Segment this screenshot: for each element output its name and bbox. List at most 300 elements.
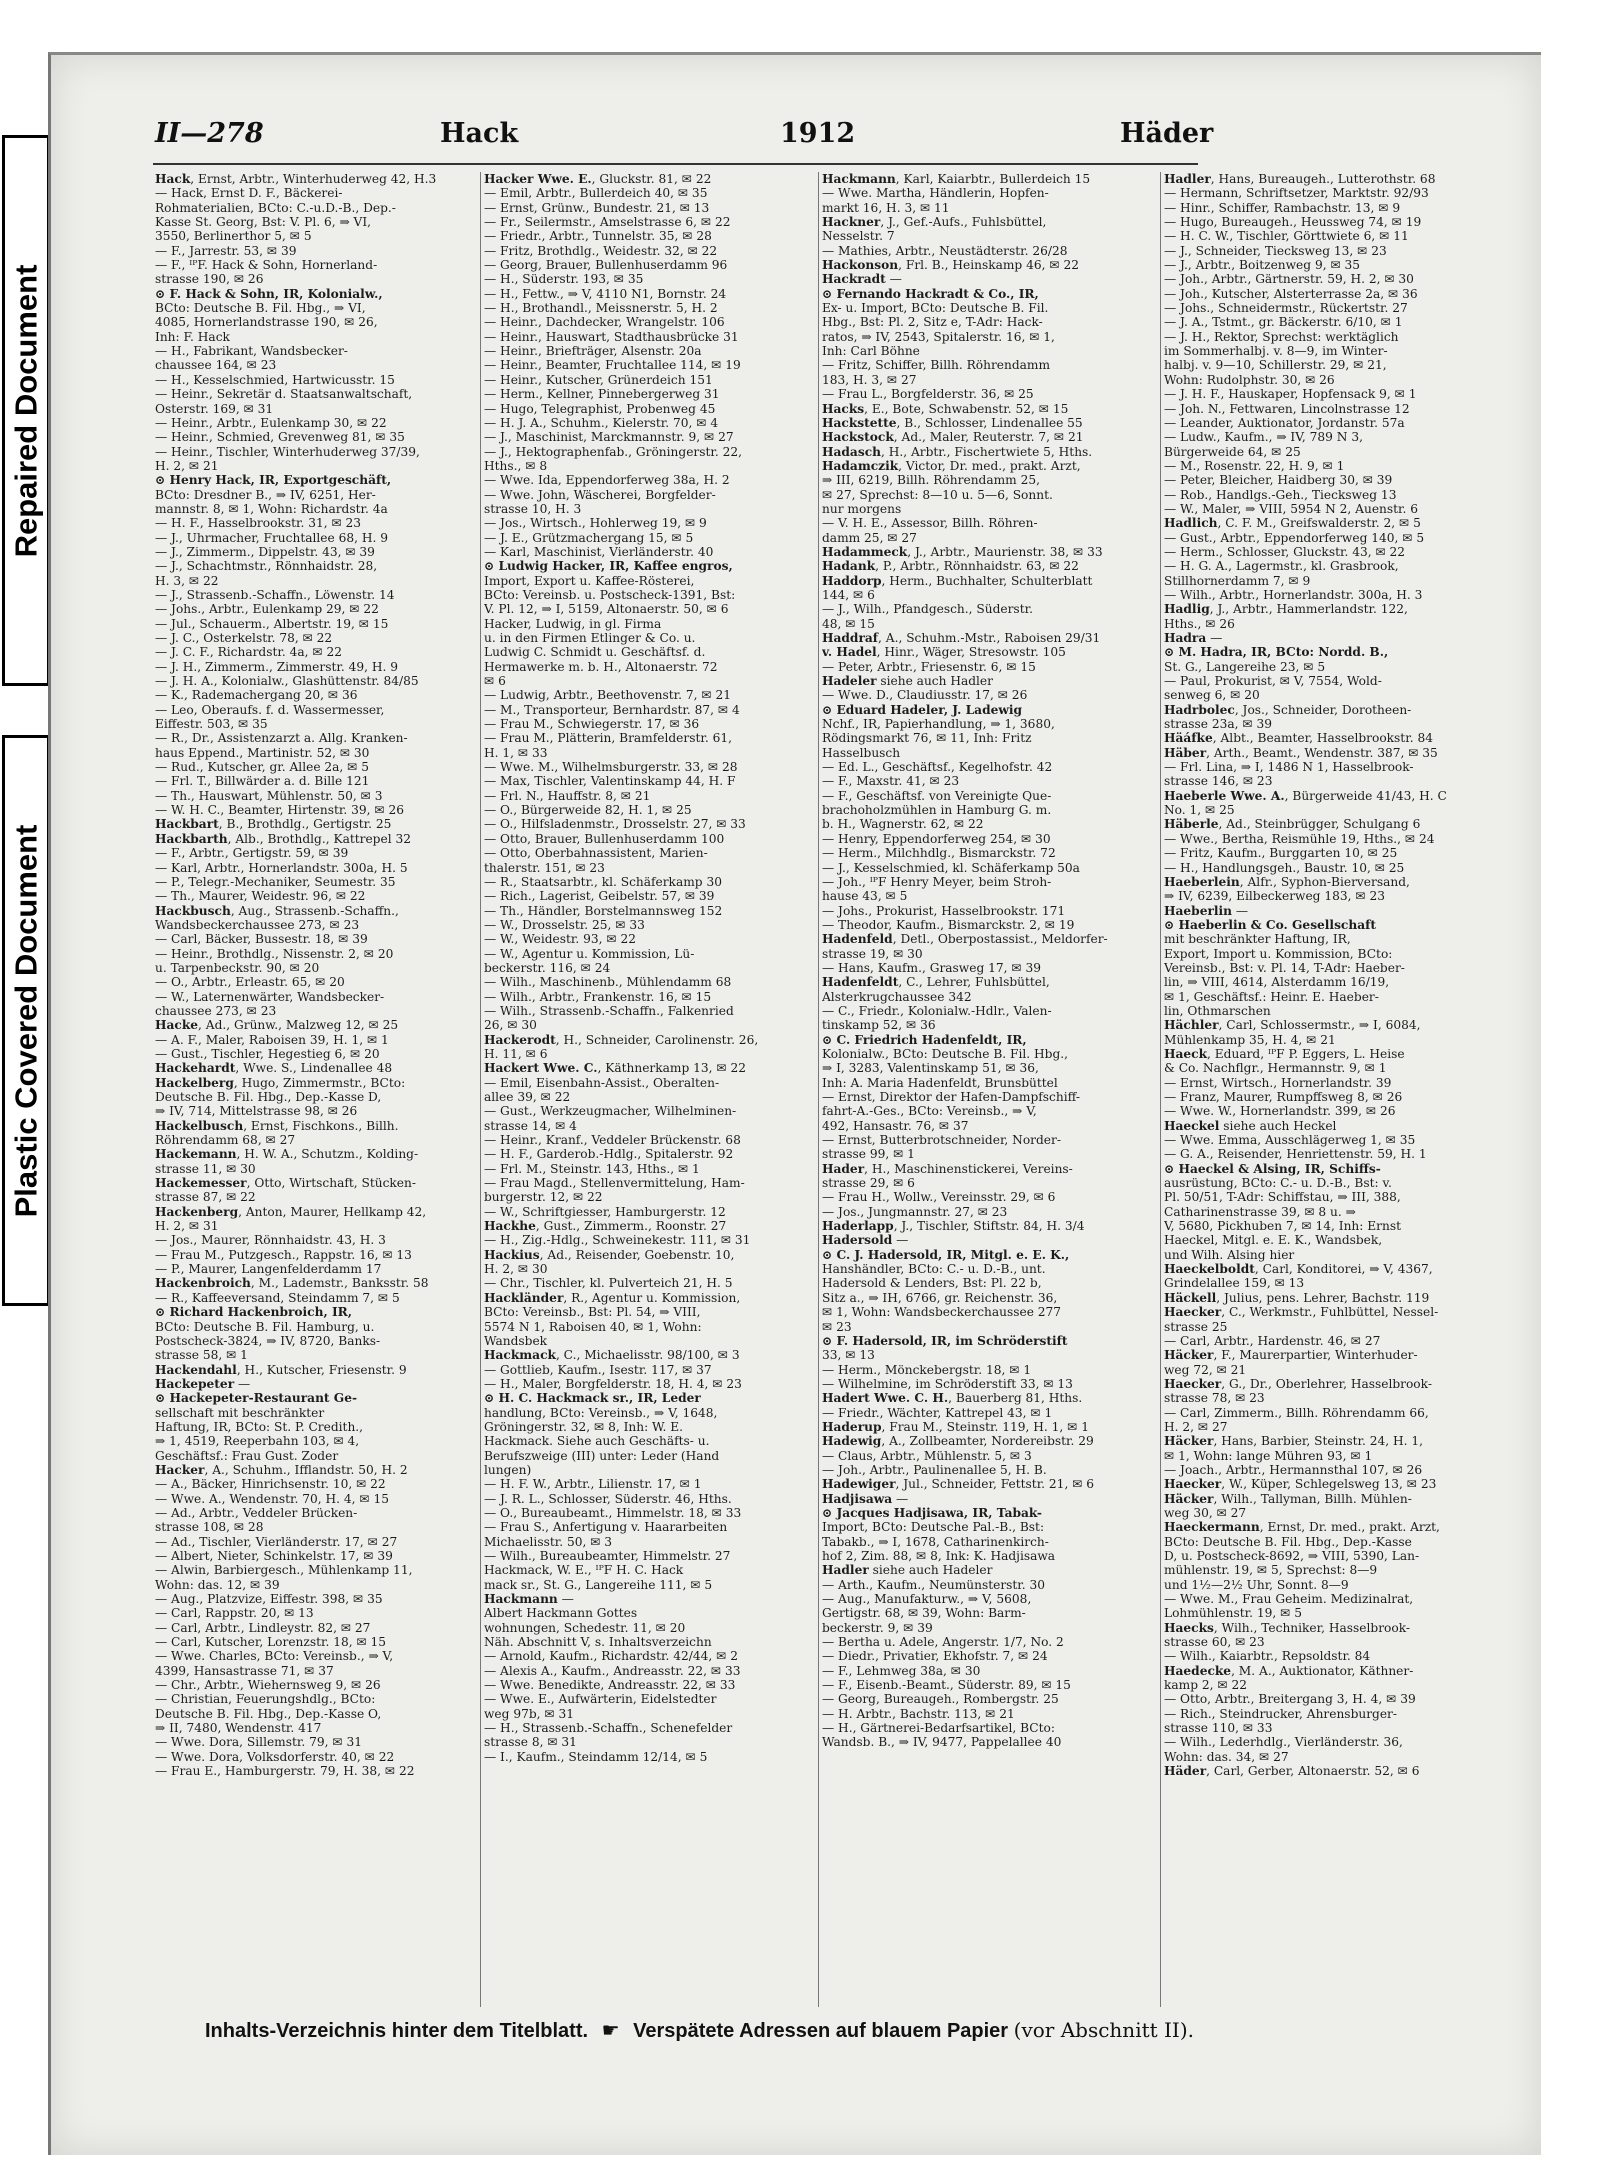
directory-entry: Häckell, Julius, pens. Lehrer, Bachstr. 119	[1164, 1290, 1430, 1305]
directory-entry: H. 11, ✉ 6	[484, 1046, 548, 1061]
directory-entry: — H., Strassenb.-Schaffn., Schenefelder	[484, 1721, 733, 1736]
directory-entry: Haeckel siehe auch Heckel	[1164, 1118, 1337, 1133]
directory-entry: — H. J. A., Schuhm., Kielerstr. 70, ✉ 4	[484, 415, 719, 430]
directory-entry: — A. F., Maler, Raboisen 39, H. 1, ✉ 1	[155, 1032, 389, 1047]
directory-entry: — Jul., Schauerm., Albertstr. 19, ✉ 15	[155, 616, 389, 631]
directory-entry: — W., Maler, ⇒ VIII, 5954 N 2, Auenstr. 6	[1164, 501, 1419, 516]
directory-entry: ⇒ 1, 4519, Reeperbahn 103, ✉ 4,	[155, 1434, 360, 1449]
directory-entry: ⊙ C. J. Hadersold, IR, Mitgl. e. E. K.,	[822, 1247, 1070, 1262]
directory-entry: — H. F. W., Arbtr., Lilienstr. 17, ✉ 1	[484, 1477, 702, 1492]
directory-entry: BCto: Deutsche B. Fil. Hamburg, u.	[155, 1319, 375, 1334]
directory-entry: — Th., Maurer, Weidestr. 96, ✉ 22	[155, 889, 366, 904]
directory-entry: — Herm., Mönckebergstr. 18, ✉ 1	[822, 1362, 1032, 1377]
directory-entry: Hbg., Bst: Pl. 2, Sitz e, T-Adr: Hack-	[822, 315, 1043, 330]
directory-entry: Haddraf, A., Schuhm.-Mstr., Raboisen 29/31	[822, 631, 1101, 645]
directory-entry: Hadeler siehe auch Hadler	[822, 674, 993, 689]
directory-entry: Hasselbusch	[822, 745, 901, 760]
directory-entry: — Aug., Manufakturw., ⇒ V, 5608,	[822, 1592, 1032, 1607]
directory-entry: brachoholzmühlen in Hamburg G. m.	[822, 803, 1052, 818]
directory-entry: — Otto, Arbtr., Breitergang 3, H. 4, ✉ 39	[1164, 1692, 1416, 1707]
directory-entry: — H. F., Hasselbrookstr. 31, ✉ 23	[155, 516, 362, 531]
header-year: 1912	[780, 118, 856, 149]
directory-entry: — O., Bureaubeamt., Himmelstr. 18, ✉ 33	[484, 1505, 742, 1520]
directory-entry: H. 2, ✉ 21	[155, 458, 219, 473]
directory-entry: Hadasch, H., Arbtr., Fischertwiete 5, Hths.	[822, 444, 1093, 459]
directory-entry: Häcker, Hans, Barbier, Steinstr. 24, H. 1,	[1164, 1434, 1423, 1449]
directory-entry: ⊙ Henry Hack, IR, Exportgeschäft,	[155, 473, 392, 488]
directory-entry: haus Eppend., Martinistr. 52, ✉ 30	[155, 745, 370, 760]
directory-entry: ⊙ F. Hack & Sohn, IR, Kolonialw.,	[155, 286, 383, 301]
directory-entry: — Hinr., Schiffer, Rambachstr. 13, ✉ 9	[1164, 200, 1401, 215]
directory-entry: — H., Handlungsgeh., Baustr. 10, ✉ 25	[1164, 860, 1405, 875]
directory-entry: — Hack, Ernst D. F., Bäckerei-	[155, 186, 343, 201]
directory-entry: ⇒ IV, 6239, Eilbeckerweg 183, ✉ 23	[1164, 889, 1385, 904]
running-header	[155, 118, 1214, 158]
directory-entry: — Wilh., Strassenb.-Schaffn., Falkenried	[484, 1003, 734, 1018]
directory-entry: — Fritz, Brothdlg., Weidestr. 32, ✉ 22	[484, 243, 718, 258]
directory-entry: halbj. v. 9—10, Schillerstr. 29, ✉ 21,	[1164, 358, 1387, 373]
directory-entry: BCto: Dresdner B., ⇒ IV, 6251, Her-	[155, 487, 376, 502]
directory-entry: — Heinr., Tischler, Winterhuderweg 37/39,	[155, 444, 420, 459]
directory-entry: Hackner, J., Gef.-Aufs., Fuhlsbüttel,	[822, 215, 1047, 230]
directory-entry: — Wwe. Martha, Händlerin, Hopfen-	[822, 186, 1049, 201]
directory-entry: — Wwe. John, Wäscherei, Borgfelder-	[484, 487, 716, 502]
directory-entry: strasse 99, ✉ 1	[822, 1147, 915, 1162]
directory-entry: — Ernst, Wirtsch., Hornerlandstr. 39	[1164, 1075, 1392, 1090]
directory-entry: — Franz, Maurer, Rumpffsweg 8, ✉ 26	[1164, 1090, 1403, 1104]
directory-entry: Haeckel, Mitgl. e. E. K., Wandsbek,	[1164, 1233, 1383, 1248]
directory-entry: — Wwe. M., Wilhelmsburgerstr. 33, ✉ 28	[484, 760, 738, 775]
directory-entry: b. H., Wagnerstr. 62, ✉ 22	[822, 817, 984, 832]
pointing-hand-icon: ☛	[601, 2018, 620, 2042]
directory-entry: u. in den Firmen Etlinger & Co. u.	[484, 631, 696, 645]
directory-entry: 26, ✉ 30	[484, 1018, 537, 1033]
directory-entry: Hadler siehe auch Hadeler	[822, 1563, 993, 1578]
directory-entry: Hackmack, C., Michaelisstr. 98/100, ✉ 3	[484, 1348, 740, 1363]
directory-entry: Grindelallee 159, ✉ 13	[1164, 1276, 1305, 1291]
directory-entry: Nesselstr. 7	[822, 229, 895, 244]
directory-entry: Hacker Wwe. E., Gluckstr. 81, ✉ 22	[484, 172, 712, 186]
directory-entry: — J., Zimmerm., Dippelstr. 43, ✉ 39	[155, 544, 375, 559]
directory-entry: 4085, Hornerlandstrasse 190, ✉ 26,	[155, 315, 378, 330]
directory-entry: Hadank, P., Arbtr., Rönnhaidstr. 63, ✉ 22	[822, 559, 1079, 574]
directory-entry: — I., Kaufm., Steindamm 12/14, ✉ 5	[484, 1749, 708, 1764]
directory-entry: Import, Export u. Kaffee-Rösterei,	[484, 573, 695, 588]
directory-entry: — Herm., Schlosser, Gluckstr. 43, ✉ 22	[1164, 544, 1406, 559]
directory-entry: Hackbarth, Alb., Brothdlg., Kattrepel 32	[155, 831, 411, 846]
directory-entry: — Georg, Brauer, Bullenhuserdamm 96	[484, 258, 728, 273]
directory-entry: Hadewiger, Jul., Schneider, Fettstr. 21, ✉ 6	[822, 1477, 1095, 1492]
directory-entry: BCto: Deutsche B. Fil. Hbg., Dep.-Kasse	[1164, 1534, 1412, 1549]
directory-entry: Hadenfeldt, C., Lehrer, Fuhlsbüttel,	[822, 975, 1050, 990]
directory-entry: mack sr., St. G., Langereihe 111, ✉ 5	[484, 1577, 713, 1592]
directory-entry: — Carl, Zimmerm., Billh. Röhrendamm 66,	[1164, 1405, 1429, 1420]
directory-entry: — H., Zig.-Hdlg., Schweinekestr. 111, ✉ 31	[484, 1233, 751, 1248]
directory-entry: strasse 87, ✉ 22	[155, 1190, 256, 1205]
directory-entry: Hackemesser, Otto, Wirtschaft, Stücken-	[155, 1176, 416, 1191]
directory-entry: lin, ⇒ VIII, 4614, Alsterdamm 16/19,	[1164, 975, 1390, 990]
directory-entry: — Ludwig, Arbtr., Beethovenstr. 7, ✉ 21	[484, 688, 732, 703]
directory-entry: Haderlapp, J., Tischler, Stiftstr. 84, H. 3/4	[822, 1219, 1085, 1234]
directory-entry: — J. H. A., Kolonialw., Glashüttenstr. 84/85	[155, 674, 419, 689]
directory-entry: — J. E., Grützmachergang 15, ✉ 5	[484, 530, 694, 545]
directory-entry: ⊙ Haeberlin & Co. Gesellschaft	[1164, 917, 1376, 932]
directory-entry: Hadenfeld, Detl., Oberpostassist., Meldorfer-	[822, 932, 1108, 947]
directory-entry: Haderup, Frau M., Steinstr. 119, H. 1, ✉ 1	[822, 1419, 1089, 1434]
column-divider	[818, 172, 819, 2007]
repaired-document-label: Repaired Document	[2, 135, 50, 686]
directory-entry: — Alexis A., Kaufm., Andreasstr. 22, ✉ 33	[484, 1663, 741, 1678]
directory-entry: strasse 60, ✉ 23	[1164, 1635, 1265, 1650]
directory-entry: Osterstr. 169, ✉ 31	[155, 401, 274, 416]
directory-entry: — Theodor, Kaufm., Bismarckstr. 2, ✉ 19	[822, 917, 1075, 932]
column-divider	[1160, 172, 1161, 2007]
directory-entry: u. Tarpenbeckstr. 90, ✉ 20	[155, 960, 320, 975]
directory-entry: Import, BCto: Deutsche Pal.-B., Bst:	[822, 1520, 1045, 1535]
directory-entry: — Rich., Lagerist, Geibelstr. 57, ✉ 39	[484, 889, 715, 904]
directory-entry: — Albert, Nieter, Schinkelstr. 17, ✉ 39	[155, 1549, 393, 1563]
directory-entry: Haeberlin —	[1164, 903, 1249, 918]
directory-entry: — Fritz, Kaufm., Burggarten 10, ✉ 25	[1164, 846, 1398, 861]
directory-entry: Hadersold —	[822, 1233, 909, 1248]
directory-entry: — Joh., ᴵᴾF Henry Meyer, beim Stroh-	[822, 874, 1052, 889]
directory-entry: ✉ 6	[484, 674, 506, 689]
directory-entry: — Heinr., Kranf., Veddeler Brückenstr. 68	[484, 1133, 741, 1148]
directory-entry: — A., Bäcker, Hinrichsenstr. 10, ✉ 22	[155, 1477, 386, 1492]
directory-entry: — W., Drosselstr. 25, ✉ 33	[484, 917, 645, 932]
directory-entry: Ludwig C. Schmidt u. Geschäftsf. d.	[484, 645, 706, 660]
directory-entry: — Johs., Arbtr., Eulenkamp 29, ✉ 22	[155, 602, 379, 617]
directory-entry: — Arth., Kaufm., Neumünsterstr. 30	[822, 1577, 1046, 1592]
directory-entry: 5574 N 1, Raboisen 40, ✉ 1, Wohn:	[484, 1319, 702, 1334]
directory-entry: — Peter, Bleicher, Haidberg 30, ✉ 39	[1164, 473, 1393, 488]
directory-entry: Wohn: Rudolphstr. 30, ✉ 26	[1164, 372, 1335, 387]
directory-entry: ✉ 27, Sprechst: 8—10 u. 5—6, Sonnt.	[822, 487, 1053, 502]
directory-entry: — Heinr., Arbtr., Eulenkamp 30, ✉ 22	[155, 415, 387, 430]
directory-entry: markt 16, H. 3, ✉ 11	[822, 200, 950, 215]
directory-entry: Berufszweige (III) unter: Leder (Hand	[484, 1448, 720, 1463]
directory-entry: Inh: A. Maria Hadenfeldt, Brunsbüttel	[822, 1075, 1058, 1090]
directory-entry: — Herm., Kellner, Pinnebergerweg 31	[484, 387, 720, 402]
directory-entry: Hackhe, Gust., Zimmerm., Roonstr. 27	[484, 1219, 727, 1234]
directory-entry: Hackelberg, Hugo, Zimmermstr., BCto:	[155, 1075, 406, 1090]
directory-entry: — Heinr., Dachdecker, Wrangelstr. 106	[484, 315, 725, 330]
directory-entry: — Wwe. A., Wendenstr. 70, H. 4, ✉ 15	[155, 1491, 389, 1506]
directory-entry: — Frau Magd., Stellenvermittelung, Ham-	[484, 1176, 745, 1191]
directory-entry: — Carl, Kutscher, Lorenzstr. 18, ✉ 15	[155, 1635, 387, 1650]
directory-entry: — J., Schachtmstr., Rönnhaidstr. 28,	[155, 559, 378, 574]
directory-entry: — Heinr., Kutscher, Grünerdeich 151	[484, 372, 713, 387]
directory-entry: Gertigstr. 68, ✉ 39, Wohn: Barm-	[822, 1606, 1026, 1621]
directory-entry: Röhrendamm 68, ✉ 27	[155, 1133, 296, 1148]
directory-column-4	[1164, 172, 1504, 2007]
directory-entry: — H., Fabrikant, Wandsbecker-	[155, 344, 348, 359]
directory-entry: im Sommerhalbj. v. 8—9, im Winter-	[1164, 344, 1388, 359]
column-divider	[480, 172, 481, 2007]
directory-entry: ⇒ I, 3283, Valentinskamp 51, ✉ 36,	[822, 1061, 1039, 1076]
directory-entry: — M., Transporteur, Bernhardstr. 87, ✉ 4	[484, 702, 740, 717]
directory-entry: — Ad., Arbtr., Veddeler Brücken-	[155, 1505, 358, 1520]
directory-entry: — J., Strassenb.-Schaffn., Löwenstr. 14	[155, 587, 395, 602]
directory-entry: Hader, H., Maschinenstickerei, Vereins-	[822, 1161, 1073, 1176]
directory-entry: — Gust., Werkzeugmacher, Wilhelminen-	[484, 1104, 737, 1119]
directory-entry: Hackemann, H. W. A., Schutzm., Kolding-	[155, 1147, 419, 1162]
directory-entry: — J., Uhrmacher, Fruchtallee 68, H. 9	[155, 530, 388, 545]
directory-entry: — Aug., Platzvize, Eiffestr. 398, ✉ 35	[155, 1592, 383, 1607]
directory-entry: — Wwe. Dora, Volksdorferstr. 40, ✉ 22	[155, 1749, 395, 1764]
directory-entry: — Bertha u. Adele, Angerstr. 1/7, No. 2	[822, 1635, 1064, 1650]
directory-entry: — J., Wilh., Pfandgesch., Süderstr.	[822, 602, 1033, 617]
directory-entry: — Frau M., Schwiegerstr. 17, ✉ 36	[484, 717, 700, 732]
directory-entry: damm 25, ✉ 27	[822, 530, 917, 545]
directory-entry: Mühlenkamp 35, H. 4, ✉ 21	[1164, 1032, 1336, 1047]
directory-entry: — Ad., Tischler, Vierländerstr. 17, ✉ 27	[155, 1534, 398, 1549]
directory-entry: — Frl. Lina, ⇒ I, 1486 N 1, Hasselbrook-	[1164, 760, 1414, 775]
directory-entry: — H. C. W., Tischler, Görttwiete 6, ✉ 11	[1164, 229, 1409, 244]
directory-entry: — Paul, Prokurist, ✉ V, 7554, Wold-	[1164, 674, 1382, 689]
directory-entry: Tabakb., ⇒ I, 1678, Catharinenkirch-	[822, 1534, 1049, 1549]
directory-entry: Hadammeck, J., Arbtr., Maurienstr. 38, ✉ 33	[822, 544, 1103, 559]
directory-entry: wohnungen, Schedestr. 11, ✉ 20	[484, 1620, 686, 1635]
directory-entry: strasse 14, ✉ 4	[484, 1118, 577, 1133]
directory-entry: — Joh., Arbtr., Gärtnerstr. 59, H. 2, ✉ 30	[1164, 272, 1414, 287]
directory-entry: — K., Rademachergang 20, ✉ 36	[155, 688, 358, 703]
directory-entry: Hackmack. Siehe auch Geschäfts- u.	[484, 1434, 710, 1449]
directory-entry: Hadler, Hans, Bureaugeh., Lutterothstr. 68	[1164, 172, 1436, 186]
directory-entry: Catharinenstrasse 39, ✉ 8 u. ⇒	[1164, 1204, 1356, 1219]
directory-entry: — Jos., Maurer, Rönnhaidstr. 43, H. 3	[155, 1233, 386, 1248]
directory-entry: strasse 190, ✉ 26	[155, 272, 264, 287]
directory-entry: 33, ✉ 13	[822, 1348, 875, 1363]
directory-entry: lin, Othmarschen	[1164, 1003, 1271, 1018]
directory-entry: Hadewig, A., Zollbeamter, Nordereibstr. 29	[822, 1434, 1094, 1449]
directory-entry: ⇒ III, 6219, Billh. Röhrendamm 25,	[822, 473, 1040, 488]
page-footer	[205, 2018, 1505, 2048]
directory-entry: ✉ 23	[822, 1319, 852, 1334]
directory-entry: Häder, Carl, Gerber, Altonaerstr. 52, ✉ 6	[1164, 1764, 1420, 1779]
directory-entry: Hadlig, J., Arbtr., Hammerlandstr. 122,	[1164, 602, 1408, 617]
directory-entry: — Friedr., Wächter, Kattrepel 43, ✉ 1	[822, 1405, 1053, 1420]
directory-entry: — Heinr., Schmied, Grevenweg 81, ✉ 35	[155, 430, 405, 445]
directory-entry: sellschaft mit beschränkter	[155, 1405, 325, 1420]
directory-entry: ⊙ M. Hadra, IR, BCto: Nordd. B.,	[1164, 645, 1389, 660]
directory-column-2	[484, 172, 814, 2007]
directory-entry: — C., Friedr., Kolonialw.-Hdlr., Valen-	[822, 1003, 1052, 1018]
directory-entry: — F., Geschäftsf. von Vereinigte Que-	[822, 788, 1052, 803]
directory-entry: Haeckermann, Ernst, Dr. med., prakt. Arzt,	[1164, 1520, 1440, 1535]
directory-entry: Pl. 50/51, T-Adr: Schiffstau, ⇒ III, 388,	[1164, 1190, 1401, 1205]
directory-entry: Inh: F. Hack	[155, 329, 230, 344]
directory-entry: Hanshändler, BCto: C.- u. D.-B., unt.	[822, 1262, 1046, 1277]
directory-entry: strasse 108, ✉ 28	[155, 1520, 264, 1535]
directory-entry: — Peter, Arbtr., Friesenstr. 6, ✉ 15	[822, 659, 1036, 674]
directory-entry: H. 2, ✉ 31	[155, 1219, 219, 1234]
directory-entry: weg 30, ✉ 27	[1164, 1505, 1247, 1520]
directory-entry: Hächler, Carl, Schlossermstr., ⇒ I, 6084,	[1164, 1018, 1421, 1033]
directory-entry: — Wilh., Bureaubeamter, Himmelstr. 27	[484, 1549, 731, 1563]
directory-entry: — W., Agentur u. Kommission, Lü-	[484, 946, 695, 961]
directory-entry: Postscheck-3824, ⇒ IV, 8720, Banks-	[155, 1333, 381, 1348]
directory-entry: Näh. Abschnitt V, s. Inhaltsverzeichn	[484, 1635, 712, 1650]
directory-entry: — O., Arbtr., Erleastr. 65, ✉ 20	[155, 975, 345, 990]
directory-entry: Deutsche B. Fil. Hbg., Dep.-Kasse D,	[155, 1090, 382, 1104]
directory-entry: Deutsche B. Fil. Hbg., Dep.-Kasse O,	[155, 1706, 382, 1721]
directory-entry: Hadamczik, Victor, Dr. med., prakt. Arzt,	[822, 458, 1081, 473]
directory-entry: — F., Maxstr. 41, ✉ 23	[822, 774, 960, 789]
archive-label-strip	[0, 0, 46, 2177]
directory-entry: Hackonson, Frl. B., Heinskamp 46, ✉ 22	[822, 258, 1079, 273]
directory-entry: — Max, Tischler, Valentinskamp 44, H. F	[484, 774, 736, 789]
directory-entry: allee 39, ✉ 22	[484, 1090, 571, 1104]
directory-entry: Hths., ✉ 8	[484, 458, 548, 473]
directory-entry: Hackstette, B., Schlosser, Lindenallee 55	[822, 415, 1083, 430]
directory-entry: Vereinsb., Bst: v. Pl. 14, T-Adr: Haeber-	[1164, 960, 1405, 975]
directory-entry: strasse 58, ✉ 1	[155, 1348, 248, 1363]
directory-entry: — Wwe. Ida, Eppendorferweg 38a, H. 2	[484, 473, 730, 488]
directory-entry: Haeberlein, Alfr., Syphon-Bierversand,	[1164, 874, 1410, 889]
directory-entry: H. 1, ✉ 33	[484, 745, 548, 760]
directory-entry: kamp 2, ✉ 22	[1164, 1678, 1247, 1693]
plastic-covered-document-label: Plastic Covered Document	[2, 735, 50, 1306]
directory-entry: — Wilh., Lederhdlg., Vierländerstr. 36,	[1164, 1735, 1403, 1750]
directory-entry: — F., Jarrestr. 53, ✉ 39	[155, 243, 297, 258]
directory-entry: Hackius, Ad., Reisender, Goebenstr. 10,	[484, 1247, 735, 1262]
directory-entry: V. Pl. 12, ⇒ I, 5159, Altonaerstr. 50, ✉ 6	[484, 602, 729, 617]
directory-entry: — Frau E., Hamburgerstr. 79, H. 38, ✉ 22	[155, 1764, 415, 1779]
directory-entry: — P., Telegr.-Mechaniker, Seumestr. 35	[155, 874, 396, 889]
directory-entry: — Gust., Arbtr., Eppendorferweg 140, ✉ 5	[1164, 530, 1425, 545]
directory-entry: strasse 8, ✉ 31	[484, 1735, 577, 1750]
directory-entry: v. Hadel, Hinr., Wäger, Stresowstr. 105	[822, 645, 1066, 660]
directory-entry: — H. F., Garderob.-Hdlg., Spitalerstr. 92	[484, 1147, 734, 1162]
directory-entry: — J. H., Zimmerm., Zimmerstr. 49, H. 9	[155, 659, 398, 674]
directory-entry: — Frl. N., Hauffstr. 8, ✉ 21	[484, 788, 651, 803]
directory-entry: strasse 110, ✉ 33	[1164, 1721, 1273, 1736]
directory-entry: Rohmaterialien, BCto: C.-u.D.-B., Dep.-	[155, 200, 396, 215]
directory-entry: Haedecke, M. A., Auktionator, Käthner-	[1164, 1663, 1414, 1678]
directory-entry: ⊙ F. Hadersold, IR, im Schröderstift	[822, 1333, 1068, 1348]
directory-entry: — Heinr., Brothdlg., Nissenstr. 2, ✉ 20	[155, 946, 394, 961]
directory-entry: ⇒ IV, 714, Mittelstrasse 98, ✉ 26	[155, 1104, 358, 1119]
directory-entry: H. 3, ✉ 22	[155, 573, 219, 588]
directory-entry: Hacke, Ad., Grünw., Malzweg 12, ✉ 25	[155, 1018, 399, 1033]
directory-entry: Haecker, C., Werkmstr., Fuhlbüttel, Nessel-	[1164, 1305, 1439, 1320]
directory-entry: — Karl, Maschinist, Vierländerstr. 40	[484, 544, 714, 559]
directory-entry: & Co. Nachflgr., Hermannstr. 9, ✉ 1	[1164, 1061, 1387, 1076]
directory-entry: — R., Kaffeeversand, Steindamm 7, ✉ 5	[155, 1290, 400, 1305]
directory-entry: Hacker, A., Schuhm., Ifflandstr. 50, H. 2	[155, 1462, 408, 1477]
directory-entry: — G. A., Reisender, Henriettenstr. 59, H. 1	[1164, 1147, 1427, 1162]
directory-entry: ⊙ Jacques Hadjisawa, IR, Tabak-	[822, 1505, 1042, 1520]
directory-entry: Albert Hackmann Gottes	[484, 1606, 638, 1621]
directory-entry: — Chr., Tischler, kl. Pulverteich 21, H. 5	[484, 1276, 733, 1291]
directory-entry: senweg 6, ✉ 20	[1164, 688, 1260, 703]
directory-entry: 144, ✉ 6	[822, 587, 875, 602]
directory-entry: weg 97b, ✉ 31	[484, 1706, 574, 1721]
directory-entry: — Gust., Tischler, Hegestieg 6, ✉ 20	[155, 1046, 380, 1061]
directory-entry: Hackmann, Karl, Kaiarbtr., Bullerdeich 15	[822, 172, 1091, 186]
directory-entry: hause 43, ✉ 5	[822, 889, 908, 904]
directory-entry: — J., Arbtr., Boitzenweg 9, ✉ 35	[1164, 258, 1361, 273]
directory-entry: weg 72, ✉ 21	[1164, 1362, 1247, 1377]
directory-entry: Michaelisstr. 50, ✉ 3	[484, 1534, 613, 1549]
directory-entry: — Wwe. Dora, Sillemstr. 79, ✉ 31	[155, 1735, 362, 1750]
directory-entry: D, u. Postscheck-8692, ⇒ VIII, 5390, Lan-	[1164, 1549, 1420, 1563]
directory-entry: Hack, Ernst, Arbtr., Winterhuderweg 42, H.3	[155, 172, 437, 186]
directory-entry: — Arnold, Kaufm., Richardstr. 42/44, ✉ 2	[484, 1649, 738, 1664]
directory-entry: ⊙ Hackepeter-Restaurant Ge-	[155, 1391, 358, 1406]
directory-entry: ⊙ Richard Hackenbroich, IR,	[155, 1305, 353, 1320]
directory-entry: — Carl, Rappstr. 20, ✉ 13	[155, 1606, 314, 1621]
directory-entry: — F., Arbtr., Gertigstr. 59, ✉ 39	[155, 846, 349, 861]
directory-entry: Hackbusch, Aug., Strassenb.-Schaffn.,	[155, 903, 399, 918]
directory-entry: — Georg, Bureaugeh., Rombergstr. 25	[822, 1692, 1059, 1707]
directory-entry: Hackelbusch, Ernst, Fischkons., Billh.	[155, 1118, 399, 1133]
directory-entry: — Joach., Arbtr., Hermannsthal 107, ✉ 26	[1164, 1462, 1423, 1477]
directory-entry: ✉ 1, Wohn: lange Mühren 93, ✉ 1	[1164, 1448, 1373, 1463]
directory-entry: mit beschränkter Haftung, IR,	[1164, 932, 1351, 947]
directory-entry: Häáfke, Albt., Beamter, Hasselbrookstr. 84	[1164, 731, 1433, 746]
directory-entry: — Th., Hauswart, Mühlenstr. 50, ✉ 3	[155, 788, 383, 803]
directory-entry: — H. G. A., Lagermstr., kl. Grasbrook,	[1164, 559, 1399, 574]
directory-entry: Hackmack, W. E., ᴵᴾF H. C. Hack	[484, 1563, 684, 1578]
footer-section-ref: (vor Abschnitt II).	[1013, 2018, 1194, 2042]
directory-entry: Kolonialw., BCto: Deutsche B. Fil. Hbg.,	[822, 1046, 1069, 1061]
directory-entry: — J., Schneider, Tiecksweg 13, ✉ 23	[1164, 243, 1387, 258]
directory-entry: — Hugo, Bureaugeh., Heussweg 74, ✉ 19	[1164, 215, 1422, 230]
directory-entry: — Carl, Arbtr., Lindleystr. 82, ✉ 27	[155, 1620, 371, 1635]
directory-entry: — W., Weidestr. 93, ✉ 22	[484, 932, 636, 947]
directory-entry: — V. H. E., Assessor, Billh. Röhren-	[822, 516, 1038, 531]
directory-entry: — Hermann, Schriftsetzer, Marktstr. 92/93	[1164, 186, 1429, 201]
directory-entry: — F., Lehmweg 38a, ✉ 30	[822, 1663, 981, 1678]
directory-entry: Hacks, E., Bote, Schwabenstr. 52, ✉ 15	[822, 401, 1069, 416]
directory-entry: Hths., ✉ 26	[1164, 616, 1235, 631]
directory-entry: strasse 23a, ✉ 39	[1164, 717, 1272, 732]
directory-entry: Hackenbroich, M., Lademstr., Banksstr. 58	[155, 1276, 429, 1291]
directory-entry: strasse 10, H. 3	[484, 501, 582, 516]
directory-entry: lungen)	[484, 1462, 532, 1477]
directory-entry: Hackerodt, H., Schneider, Carolinenstr. 26,	[484, 1032, 759, 1047]
directory-entry: 48, ✉ 15	[822, 616, 875, 631]
directory-entry: — Heinr., Hauswart, Stadthausbrücke 31	[484, 329, 739, 344]
directory-entry: Wandsb. B., ⇒ IV, 9477, Pappelallee 40	[822, 1735, 1062, 1750]
directory-entry: — Heinr., Sekretär d. Staatsanwaltschaft,	[155, 387, 413, 402]
directory-entry: — H. Arbtr., Bachstr. 113, ✉ 21	[822, 1706, 1015, 1721]
directory-entry: Hackmann —	[484, 1592, 574, 1607]
directory-entry: ⊙ H. C. Hackmack sr., IR, Leder	[484, 1391, 701, 1406]
directory-entry: Hackehardt, Wwe. S., Lindenallee 48	[155, 1061, 393, 1076]
directory-entry: Häcker, Wilh., Tallyman, Billh. Mühlen-	[1164, 1491, 1412, 1506]
directory-entry: — Ernst, Grünw., Bundestr. 21, ✉ 13	[484, 200, 710, 215]
directory-entry: Lohmühlenstr. 19, ✉ 5	[1164, 1606, 1302, 1621]
directory-entry: — Th., Händler, Borstelmannsweg 152	[484, 903, 723, 918]
directory-entry: No. 1, ✉ 25	[1164, 803, 1235, 818]
directory-entry: — J., Hektographenfab., Gröningerstr. 22,	[484, 444, 742, 459]
directory-entry: — Wwe. Charles, BCto: Vereinsb., ⇒ V,	[155, 1649, 394, 1664]
directory-entry: Haddorp, Herm., Buchhalter, Schulterblatt	[822, 573, 1093, 588]
directory-entry: — J. C. F., Richardstr. 4a, ✉ 22	[155, 645, 342, 660]
directory-entry: Stillhornerdamm 7, ✉ 9	[1164, 573, 1311, 588]
directory-entry: Häcker, F., Maurerpartier, Winterhuder-	[1164, 1348, 1418, 1363]
directory-entry: — Carl, Bäcker, Bussestr. 18, ✉ 39	[155, 932, 368, 947]
directory-entry: — Ludw., Kaufm., ⇒ IV, 789 N 3,	[1164, 430, 1363, 445]
directory-entry: Hadersold & Lenders, Bst: Pl. 22 b,	[822, 1276, 1042, 1291]
directory-entry: — H., Fettw., ⇒ V, 4110 N1, Bornstr. 24	[484, 286, 727, 301]
directory-entry: — Leo, Oberaufs. f. d. Wassermesser,	[155, 702, 385, 717]
directory-entry: ✉ 1, Geschäftsf.: Heinr. E. Haeber-	[1164, 989, 1379, 1004]
directory-entry: — Emil, Arbtr., Bullerdeich 40, ✉ 35	[484, 186, 708, 201]
